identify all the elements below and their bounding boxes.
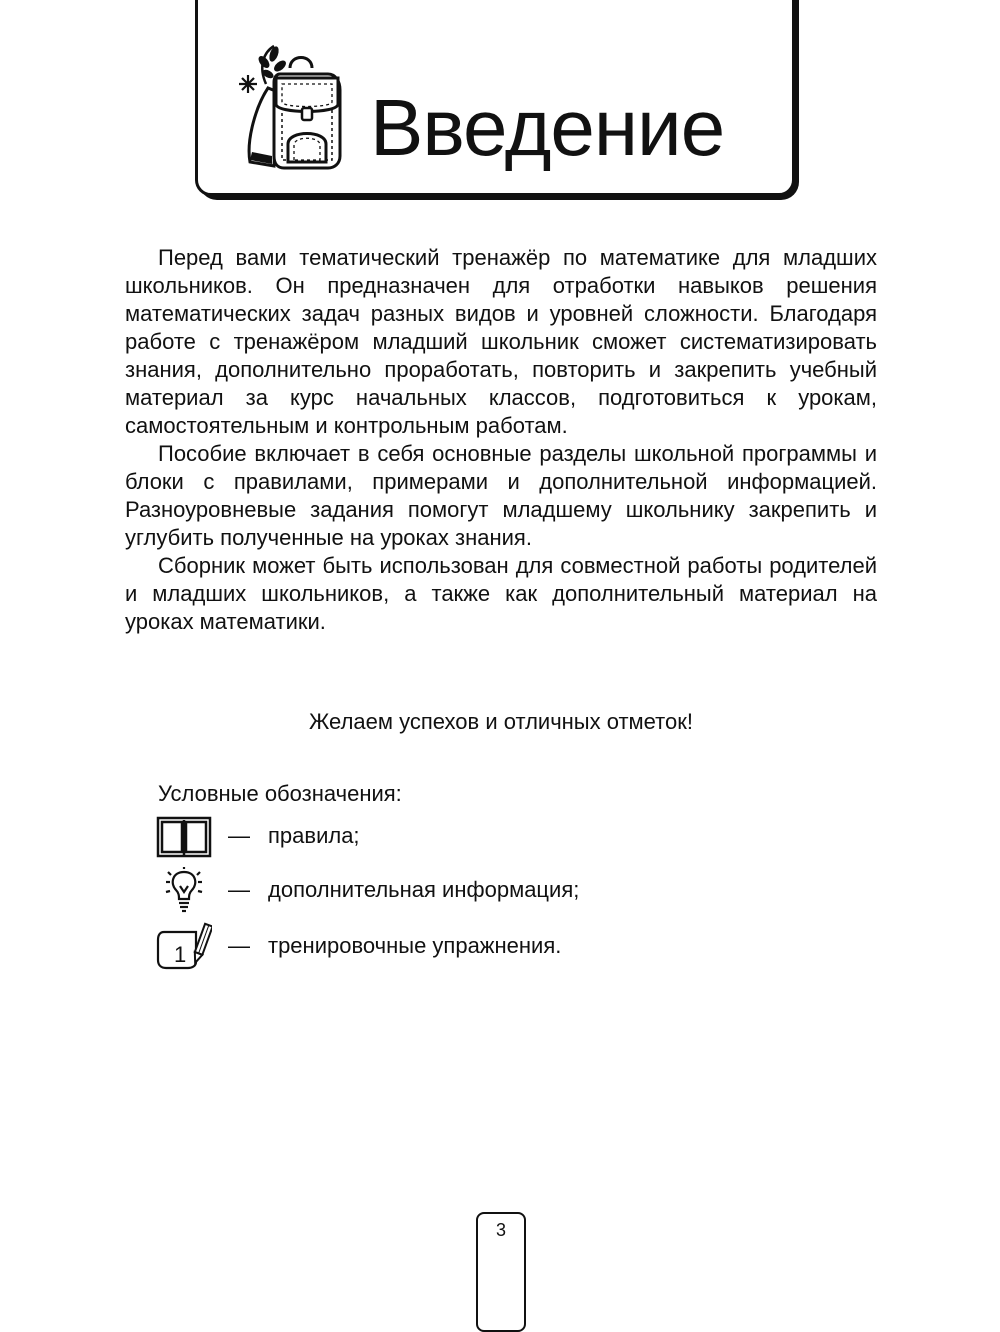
legend-label-rules: правила; bbox=[268, 823, 360, 848]
intro-text bbox=[125, 244, 877, 636]
paragraph-3: Сборник может быть использован для совместной работы родителей и младших школьников, а также как дополнительный материал на уроках математики. bbox=[125, 553, 877, 634]
legend-item-rules bbox=[156, 812, 360, 860]
legend-dash: — bbox=[228, 877, 250, 902]
paragraph-1: Перед вами тематический тренажёр по математике для младших школьников. Он предназначен для отработки навыков решения математических задач разных видов и уровней сложности. Благодаря работе с тренажёром младший школьник сможет систематизировать знания, дополнительно проработать, повторить и закрепить учебный материал за курс начальных классов, подготовиться к урокам, самостоятельным и контрольным работам. bbox=[125, 245, 877, 438]
wish-line: Желаем успехов и отличных отметок! bbox=[309, 709, 693, 734]
legend-dash: — bbox=[228, 823, 250, 848]
legend-label-exercises: тренировочные упражнения. bbox=[268, 933, 562, 958]
exercise-badge-number: 1 bbox=[174, 942, 187, 967]
legend-label-info: дополнительная информация; bbox=[268, 877, 580, 902]
legend-dash: — bbox=[228, 933, 250, 958]
page-number: 3 bbox=[495, 1220, 506, 1240]
lightbulb-icon bbox=[156, 866, 212, 914]
legend-item-exercises bbox=[156, 922, 561, 970]
legend-item-info bbox=[156, 866, 579, 914]
page-title: Введение bbox=[370, 83, 725, 172]
paragraph-2: Пособие включает в себя основные разделы школьной программы и блоки с правилами, примерами и дополнительной информацией. Разноуровневые задания помогут младшему школьнику закрепить и углубить полученные на уроках знания. bbox=[125, 441, 877, 550]
legend-title: Условные обозначения: bbox=[158, 781, 402, 806]
backpack-icon bbox=[228, 44, 348, 174]
exercise-pencil-icon bbox=[156, 922, 212, 970]
open-book-icon bbox=[156, 812, 212, 860]
